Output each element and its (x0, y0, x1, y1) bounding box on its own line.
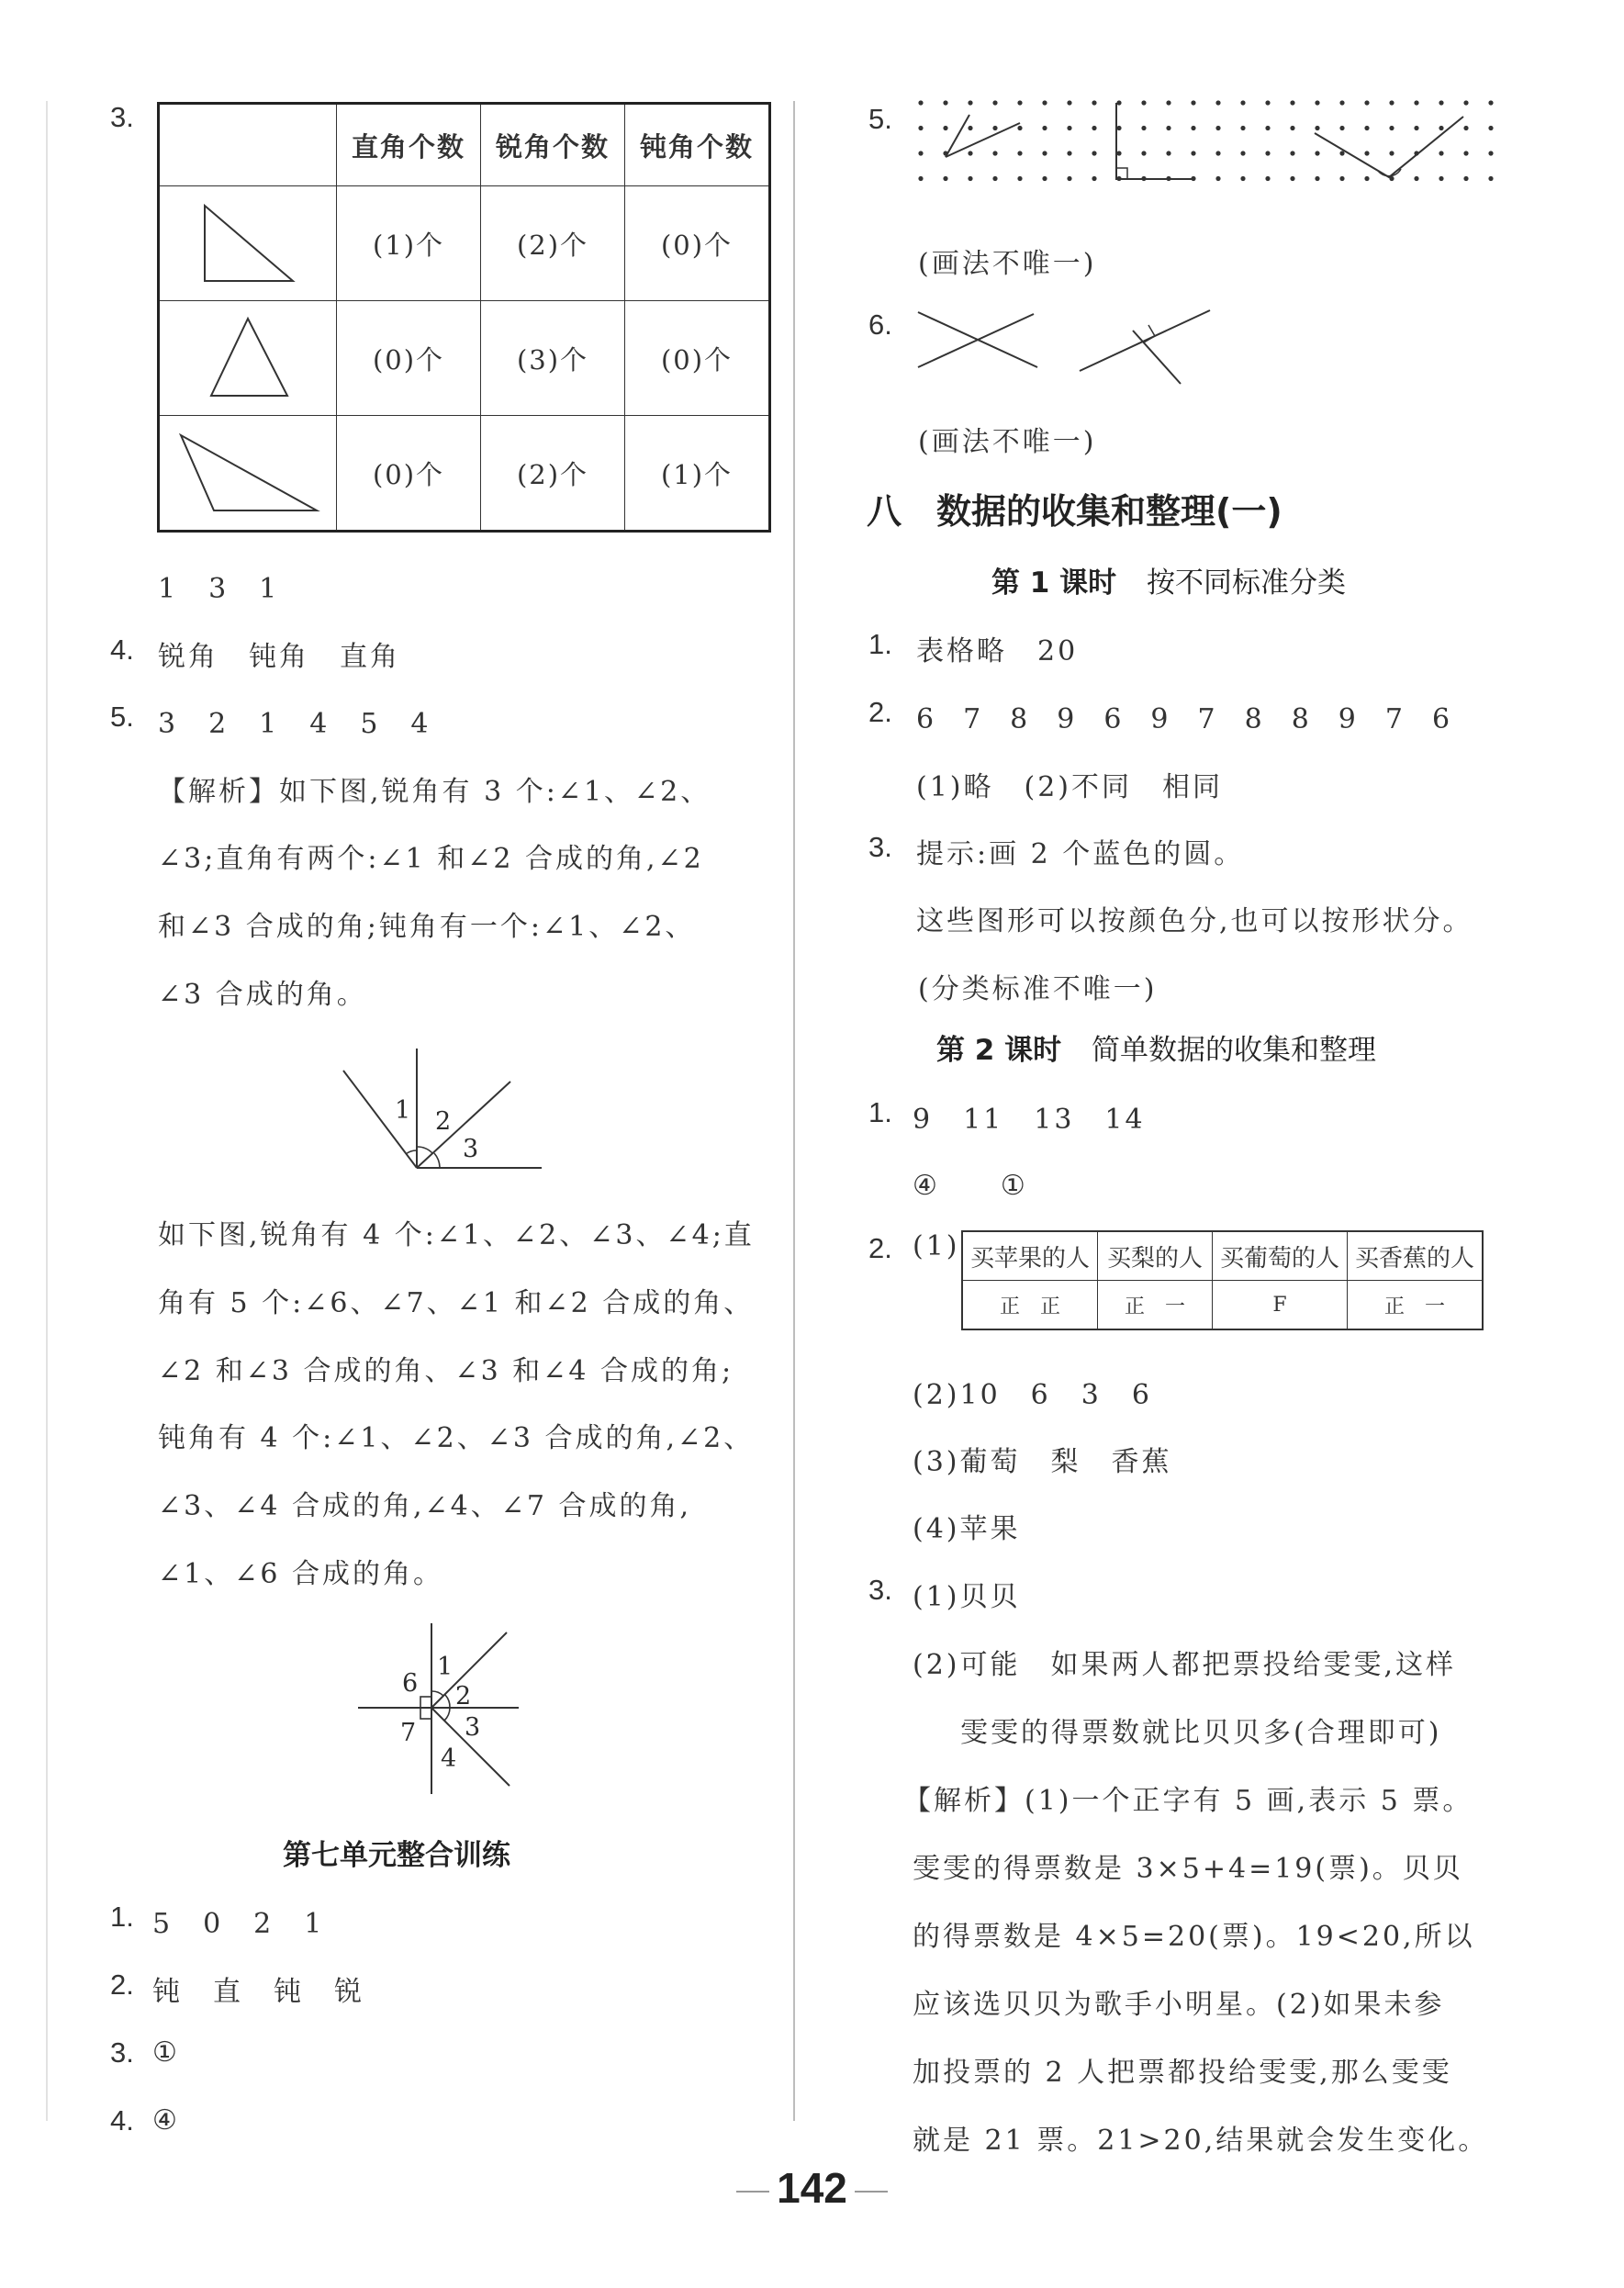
grid-dot (1191, 126, 1195, 130)
table-header: 买苹果的人 (962, 1231, 1098, 1281)
grid-dot (1092, 151, 1096, 155)
grid-dot (1414, 100, 1418, 105)
angle-figure-2 (349, 1616, 523, 1800)
lesson-number: 第 2 课时 (936, 1034, 1062, 1067)
grid-dot (1017, 100, 1022, 105)
answer-line: 提示:画 2 个蓝色的圆。 (916, 838, 1245, 870)
grid-dot (1389, 100, 1394, 105)
analysis-line: 和∠3 合成的角;钝角有一个:∠1、∠2、 (158, 911, 696, 943)
table-header: 钝角个数 (625, 104, 770, 186)
analysis-line: ∠3、∠4 合成的角,∠4、∠7 合成的角, (158, 1490, 692, 1522)
grid-dot (1166, 100, 1170, 105)
question-number: 6. (868, 308, 892, 341)
grid-dot (992, 176, 997, 181)
grid-dot (1141, 100, 1146, 105)
grid-dot (1240, 176, 1245, 181)
obtuse-triangle-icon (159, 416, 337, 532)
grid-dot (1215, 176, 1220, 181)
grid-dot (1339, 126, 1344, 130)
page-number-dash (855, 2191, 888, 2193)
table-corner-cell (159, 104, 337, 186)
question-number: 2. (868, 1232, 892, 1264)
analysis-line: 加投票的 2 人把票都投给雯雯,那么雯雯 (913, 2057, 1452, 2089)
grid-dot (1463, 126, 1468, 130)
table-header: 买梨的人 (1098, 1231, 1213, 1281)
page-number-dash (736, 2191, 769, 2193)
grid-dot (1290, 100, 1294, 105)
tally-cell: F (1213, 1281, 1348, 1330)
dot-grid-drawing (914, 96, 1502, 207)
answer-line: 1 3 1 (158, 573, 280, 605)
grid-dot (918, 151, 923, 155)
grid-dot (968, 126, 972, 130)
grid-dot (1414, 126, 1418, 130)
grid-dot (1141, 151, 1146, 155)
question-number: 1. (110, 1901, 134, 1933)
grid-dot (1439, 126, 1443, 130)
lesson-number: 第 1 课时 (991, 566, 1117, 600)
grid-dot (1463, 100, 1468, 105)
grid-dot (1191, 151, 1195, 155)
grid-dot (943, 100, 947, 105)
triangle-angle-table (157, 102, 771, 533)
angle-label: 2 (455, 1682, 472, 1710)
answer-line: 表格略 20 (916, 635, 1079, 667)
grid-dot (1315, 100, 1319, 105)
answer-line: (4)苹果 (913, 1513, 1021, 1545)
grid-dot (1290, 151, 1294, 155)
grid-dot (1092, 126, 1096, 130)
analysis-line: 如下图,锐角有 4 个:∠1、∠2、∠3、∠4;直 (158, 1219, 755, 1251)
analysis-line: ∠3;直角有两个:∠1 和∠2 合成的角,∠2 (158, 843, 704, 875)
grid-dot (1290, 176, 1294, 181)
analysis-line: 就是 21 票。21>20,结果就会发生变化。 (913, 2125, 1489, 2157)
table-row (159, 186, 770, 301)
analysis-line: 【解析】如下图,锐角有 3 个:∠1、∠2、 (158, 776, 711, 808)
grid-dot (1017, 176, 1022, 181)
answer-line: 9 11 13 14 (913, 1104, 1146, 1136)
grid-dot (1488, 151, 1493, 155)
analysis-line: 钝角有 4 个:∠1、∠2、∠3 合成的角,∠2、 (158, 1422, 755, 1454)
grid-dot (1339, 151, 1344, 155)
grid-dot (968, 176, 972, 181)
grid-dot (1067, 126, 1071, 130)
left-margin-rule (46, 101, 48, 2121)
grid-dot (968, 100, 972, 105)
answer-line: (1)贝贝 (913, 1581, 1021, 1613)
answer-line: ① (152, 2036, 180, 2069)
answer-line: 锐角 钝角 直角 (158, 641, 400, 673)
answer-line: 雯雯的得票数就比贝贝多(合理即可) (960, 1717, 1442, 1749)
grid-dot (1463, 176, 1468, 181)
angle-label: 1 (395, 1096, 411, 1125)
grid-dot (1215, 100, 1220, 105)
grid-dot (943, 176, 947, 181)
grid-dot (918, 100, 923, 105)
grid-dot (1290, 126, 1294, 130)
question-number: 3. (110, 101, 134, 133)
table-cell: (0)个 (337, 416, 481, 532)
grid-dot (992, 126, 997, 130)
angle-label: 1 (437, 1653, 454, 1681)
right-triangle-icon (159, 186, 337, 301)
acute-triangle-icon (159, 301, 337, 416)
grid-dot (1240, 100, 1245, 105)
tally-cell: 正 一 (1098, 1281, 1213, 1330)
analysis-line: ∠1、∠6 合成的角。 (158, 1558, 443, 1590)
angle-label: 3 (465, 1713, 481, 1742)
grid-dot (1488, 176, 1493, 181)
grid-dot (1017, 151, 1022, 155)
grid-dot (1389, 151, 1394, 155)
grid-dot (1265, 176, 1270, 181)
grid-dot (1414, 176, 1418, 181)
table-cell: (2)个 (481, 186, 625, 301)
table-cell: (2)个 (481, 416, 625, 532)
grid-dot (1166, 126, 1170, 130)
lesson-name: 按不同标准分类 (1146, 566, 1346, 600)
angle-label: 6 (402, 1669, 419, 1698)
grid-dot (1092, 100, 1096, 105)
grid-dot (943, 126, 947, 130)
grid-dot (1067, 100, 1071, 105)
page-number-text: 142 (777, 2164, 847, 2212)
table-cell: (3)个 (481, 301, 625, 416)
grid-dot (1339, 176, 1344, 181)
grid-dot (1463, 151, 1468, 155)
analysis-line: 雯雯的得票数是 3×5+4=19(票)。贝贝 (913, 1853, 1463, 1885)
grid-dot (1315, 151, 1319, 155)
question-number: 2. (110, 1968, 134, 2001)
grid-dot (1042, 151, 1047, 155)
grid-dot (1265, 126, 1270, 130)
angle-label: 3 (463, 1135, 479, 1163)
analysis-line: ∠3 合成的角。 (158, 979, 367, 1011)
grid-dot (1240, 151, 1245, 155)
grid-dot (918, 176, 923, 181)
question-number: 5. (110, 701, 134, 733)
grid-dot (1215, 126, 1220, 130)
tally-cell: 正 一 (1348, 1281, 1484, 1330)
sub-label: (1) (913, 1230, 960, 1262)
grid-dot (1389, 126, 1394, 130)
tally-cell: 正 正 (962, 1281, 1098, 1330)
question-number: 1. (868, 1096, 892, 1128)
analysis-line: 应该选贝贝为歌手小明星。(2)如果未参 (913, 1989, 1445, 2021)
grid-dot (1439, 100, 1443, 105)
table-header: 锐角个数 (481, 104, 625, 186)
angle-label: 2 (435, 1107, 452, 1136)
question-number: 2. (868, 696, 892, 728)
table-row (159, 301, 770, 416)
answer-line: 5 0 2 1 (152, 1908, 325, 1940)
grid-dot (1488, 126, 1493, 130)
grid-dot (1191, 100, 1195, 105)
analysis-line: ∠2 和∠3 合成的角、∠3 和∠4 合成的角; (158, 1355, 734, 1387)
table-cell: (0)个 (625, 301, 770, 416)
analysis-line: 【解析】(1)一个正字有 5 画,表示 5 票。 (903, 1785, 1473, 1817)
grid-dot (1042, 100, 1047, 105)
grid-dot (1265, 100, 1270, 105)
question-number: 3. (868, 831, 892, 863)
column-divider (793, 101, 795, 2121)
answer-line: 钝 直 钝 锐 (152, 1976, 364, 2008)
grid-dot (1166, 151, 1170, 155)
answer-line: (2)10 6 3 6 (913, 1379, 1152, 1411)
question-number: 3. (868, 1574, 892, 1606)
grid-dot (1240, 126, 1245, 130)
grid-dot (1364, 176, 1369, 181)
page-number (0, 2163, 1624, 2213)
grid-dot (1315, 176, 1319, 181)
angle-label: 7 (400, 1719, 417, 1747)
answer-line: ④ ① (913, 1170, 1028, 1202)
table-header: 直角个数 (337, 104, 481, 186)
grid-dot (1067, 151, 1071, 155)
grid-dot (1488, 100, 1493, 105)
chapter-title: 八 数据的收集和整理(一) (867, 491, 1282, 532)
answer-line: 6 7 8 9 6 9 7 8 8 9 7 6 (916, 703, 1451, 735)
grid-dot (1116, 151, 1121, 155)
answer-line: (1)略 (2)不同 相同 (916, 771, 1223, 803)
table-header: 买香蕉的人 (1348, 1231, 1484, 1281)
grid-dot (1439, 151, 1443, 155)
answer-line: ④ (152, 2104, 180, 2137)
grid-dot (1364, 151, 1369, 155)
grid-dot (1265, 151, 1270, 155)
lesson-title (991, 559, 1346, 600)
question-number: 4. (110, 634, 134, 666)
grid-dot (992, 151, 997, 155)
grid-dot (1315, 126, 1319, 130)
grid-dot (1042, 126, 1047, 130)
angle-label: 4 (441, 1744, 457, 1773)
lesson-title (936, 1026, 1376, 1068)
grid-dot (968, 151, 972, 155)
table-cell: (0)个 (625, 186, 770, 301)
grid-dot (1141, 126, 1146, 130)
table-cell: (1)个 (337, 186, 481, 301)
grid-dot (1116, 126, 1121, 130)
table-cell: (0)个 (337, 301, 481, 416)
note-line: (画法不唯一) (918, 248, 1097, 280)
grid-dot (1339, 100, 1344, 105)
table-cell: (1)个 (625, 416, 770, 532)
answer-line: (2)可能 如果两人都把票投给雯雯,这样 (913, 1649, 1457, 1681)
grid-dot (1215, 151, 1220, 155)
fruit-tally-table (961, 1230, 1484, 1330)
answer-line: (分类标准不唯一) (918, 973, 1158, 1005)
unit-title: 第七单元整合训练 (283, 1839, 510, 1872)
grid-dot (1116, 100, 1121, 105)
question-number: 1. (868, 628, 892, 660)
grid-dot (992, 100, 997, 105)
analysis-line: 的得票数是 4×5=20(票)。19<20,所以 (913, 1921, 1475, 1953)
angle-figure-1 (340, 1037, 560, 1175)
table-row (159, 416, 770, 532)
grid-dot (1017, 126, 1022, 130)
question-number: 5. (868, 103, 892, 135)
grid-dot (1092, 176, 1096, 181)
grid-dot (1439, 176, 1443, 181)
question-number: 3. (110, 2036, 134, 2069)
answer-line: (3)葡萄 梨 香蕉 (913, 1446, 1172, 1478)
analysis-line: 角有 5 个:∠6、∠7、∠1 和∠2 合成的角、 (158, 1287, 755, 1319)
table-header: 买葡萄的人 (1213, 1231, 1348, 1281)
grid-dot (918, 126, 923, 130)
lesson-name: 简单数据的收集和整理 (1091, 1034, 1376, 1067)
dot-grid (918, 100, 1493, 181)
answer-line: 3 2 1 4 5 4 (158, 708, 431, 740)
grid-dot (1067, 176, 1071, 181)
answer-line: 这些图形可以按颜色分,也可以按形状分。 (916, 905, 1473, 937)
question-number: 4. (110, 2104, 134, 2137)
grid-dot (1364, 126, 1369, 130)
perpendicular-lines-drawing (914, 308, 1245, 391)
grid-dot (1042, 176, 1047, 181)
note-line: (画法不唯一) (918, 426, 1097, 458)
grid-dot (1364, 100, 1369, 105)
